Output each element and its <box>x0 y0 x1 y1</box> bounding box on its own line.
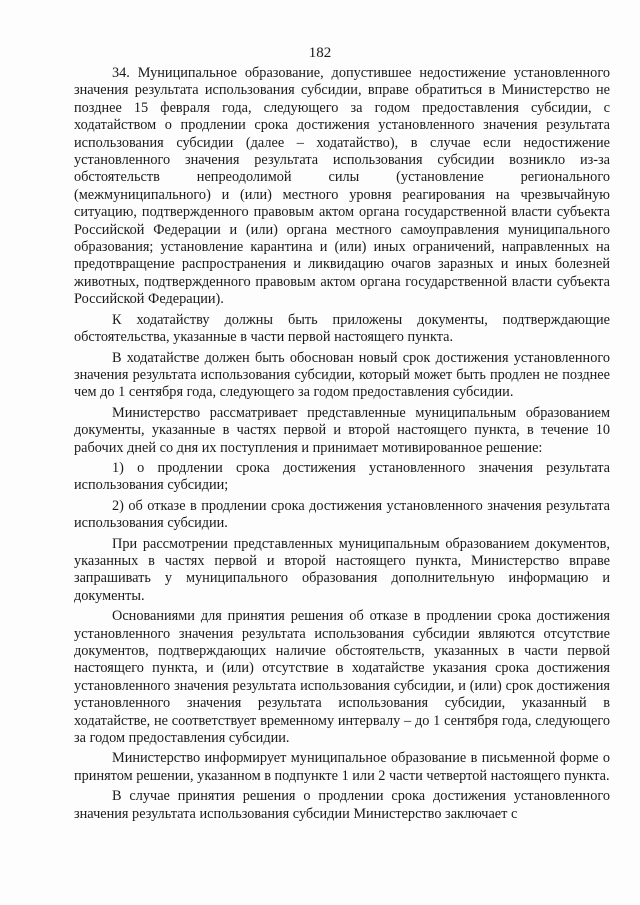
paragraph-documents-attached: К ходатайству должны быть приложены документы, подтверждающие обстоятельства, указанные в части первой настоящего пункта. <box>74 311 610 346</box>
paragraph-refusal-grounds: Основаниями для принятия решения об отказе в продлении срока достижения установленного значения результата использования субсидии являются отсутствие документов, подтверждающих наличие обстоятельств, указанных в части первой настоящего пункта, и (или) отсутствие в ходатайстве указания срока достижения установленного значения результата использования субсидии, и (или) срок достижения установленного значения результата использования субсидии, указанный в ходатайстве, не соответствует временному интервалу – до 1 сентября года, следующего за годом предоставления субсидии. <box>74 608 610 747</box>
document-body <box>74 65 610 826</box>
page-number: 182 <box>308 45 332 61</box>
list-item-extension: 1) о продлении срока достижения установленного значения результата использования субсидии; <box>74 459 610 494</box>
paragraph-request-info: При рассмотрении представленных муниципальным образованием документов, указанных в частях первой и второй настоящего пункта, Министерство вправе запрашивать у муниципального образования дополнительную информацию и документы. <box>74 535 610 604</box>
paragraph-34-main: 34. Муниципальное образование, допустившее недостижение установленного значения результата использования субсидии, вправе обратиться в Министерство не позднее 15 февраля года, следующего за годом предоставления субсидии, с ходатайством о продлении срока достижения установленного значения результата использования субсидии (далее – ходатайство), в случае если недостижение установленного значения результата использования субсидии возникло из-за обстоятельств непреодолимой силы (установление регионального (межмуниципального) и (или) местного уровня реагирования на чрезвычайную ситуацию, подтвержденного правовым актом органа государственной власти субъекта Российской Федерации и (или) органа местного самоуправления муниципального образования; установление карантина и (или) иных ограничений, направленных на предотвращение распространения и ликвидацию очагов заразных и иных болезней животных, подтвержденного правовым актом органа государственной власти субъекта Российской Федерации). <box>74 65 610 308</box>
list-item-refusal: 2) об отказе в продлении срока достижения установленного значения результата использования субсидии. <box>74 497 610 532</box>
paragraph-agreement: В случае принятия решения о продлении срока достижения установленного значения результата использования субсидии Министерство заключает с <box>74 788 610 822</box>
paragraph-notification: Министерство информирует муниципальное образование в письменной форме о принятом решении, указанном в подпункте 1 или 2 части четвертой настоящего пункта. <box>74 750 610 784</box>
paragraph-ministry-reviews: Министерство рассматривает представленные муниципальным образованием документы, указанные в частях первой и второй настоящего пункта, в течение 10 рабочих дней со дня их поступления и принимает мотивированное решение: <box>74 404 610 456</box>
paragraph-new-term: В ходатайстве должен быть обоснован новый срок достижения установленного значения результата использования субсидии, который может быть продлен не позднее чем до 1 сентября года, следующего за годом предоставления субсидии. <box>74 349 610 401</box>
